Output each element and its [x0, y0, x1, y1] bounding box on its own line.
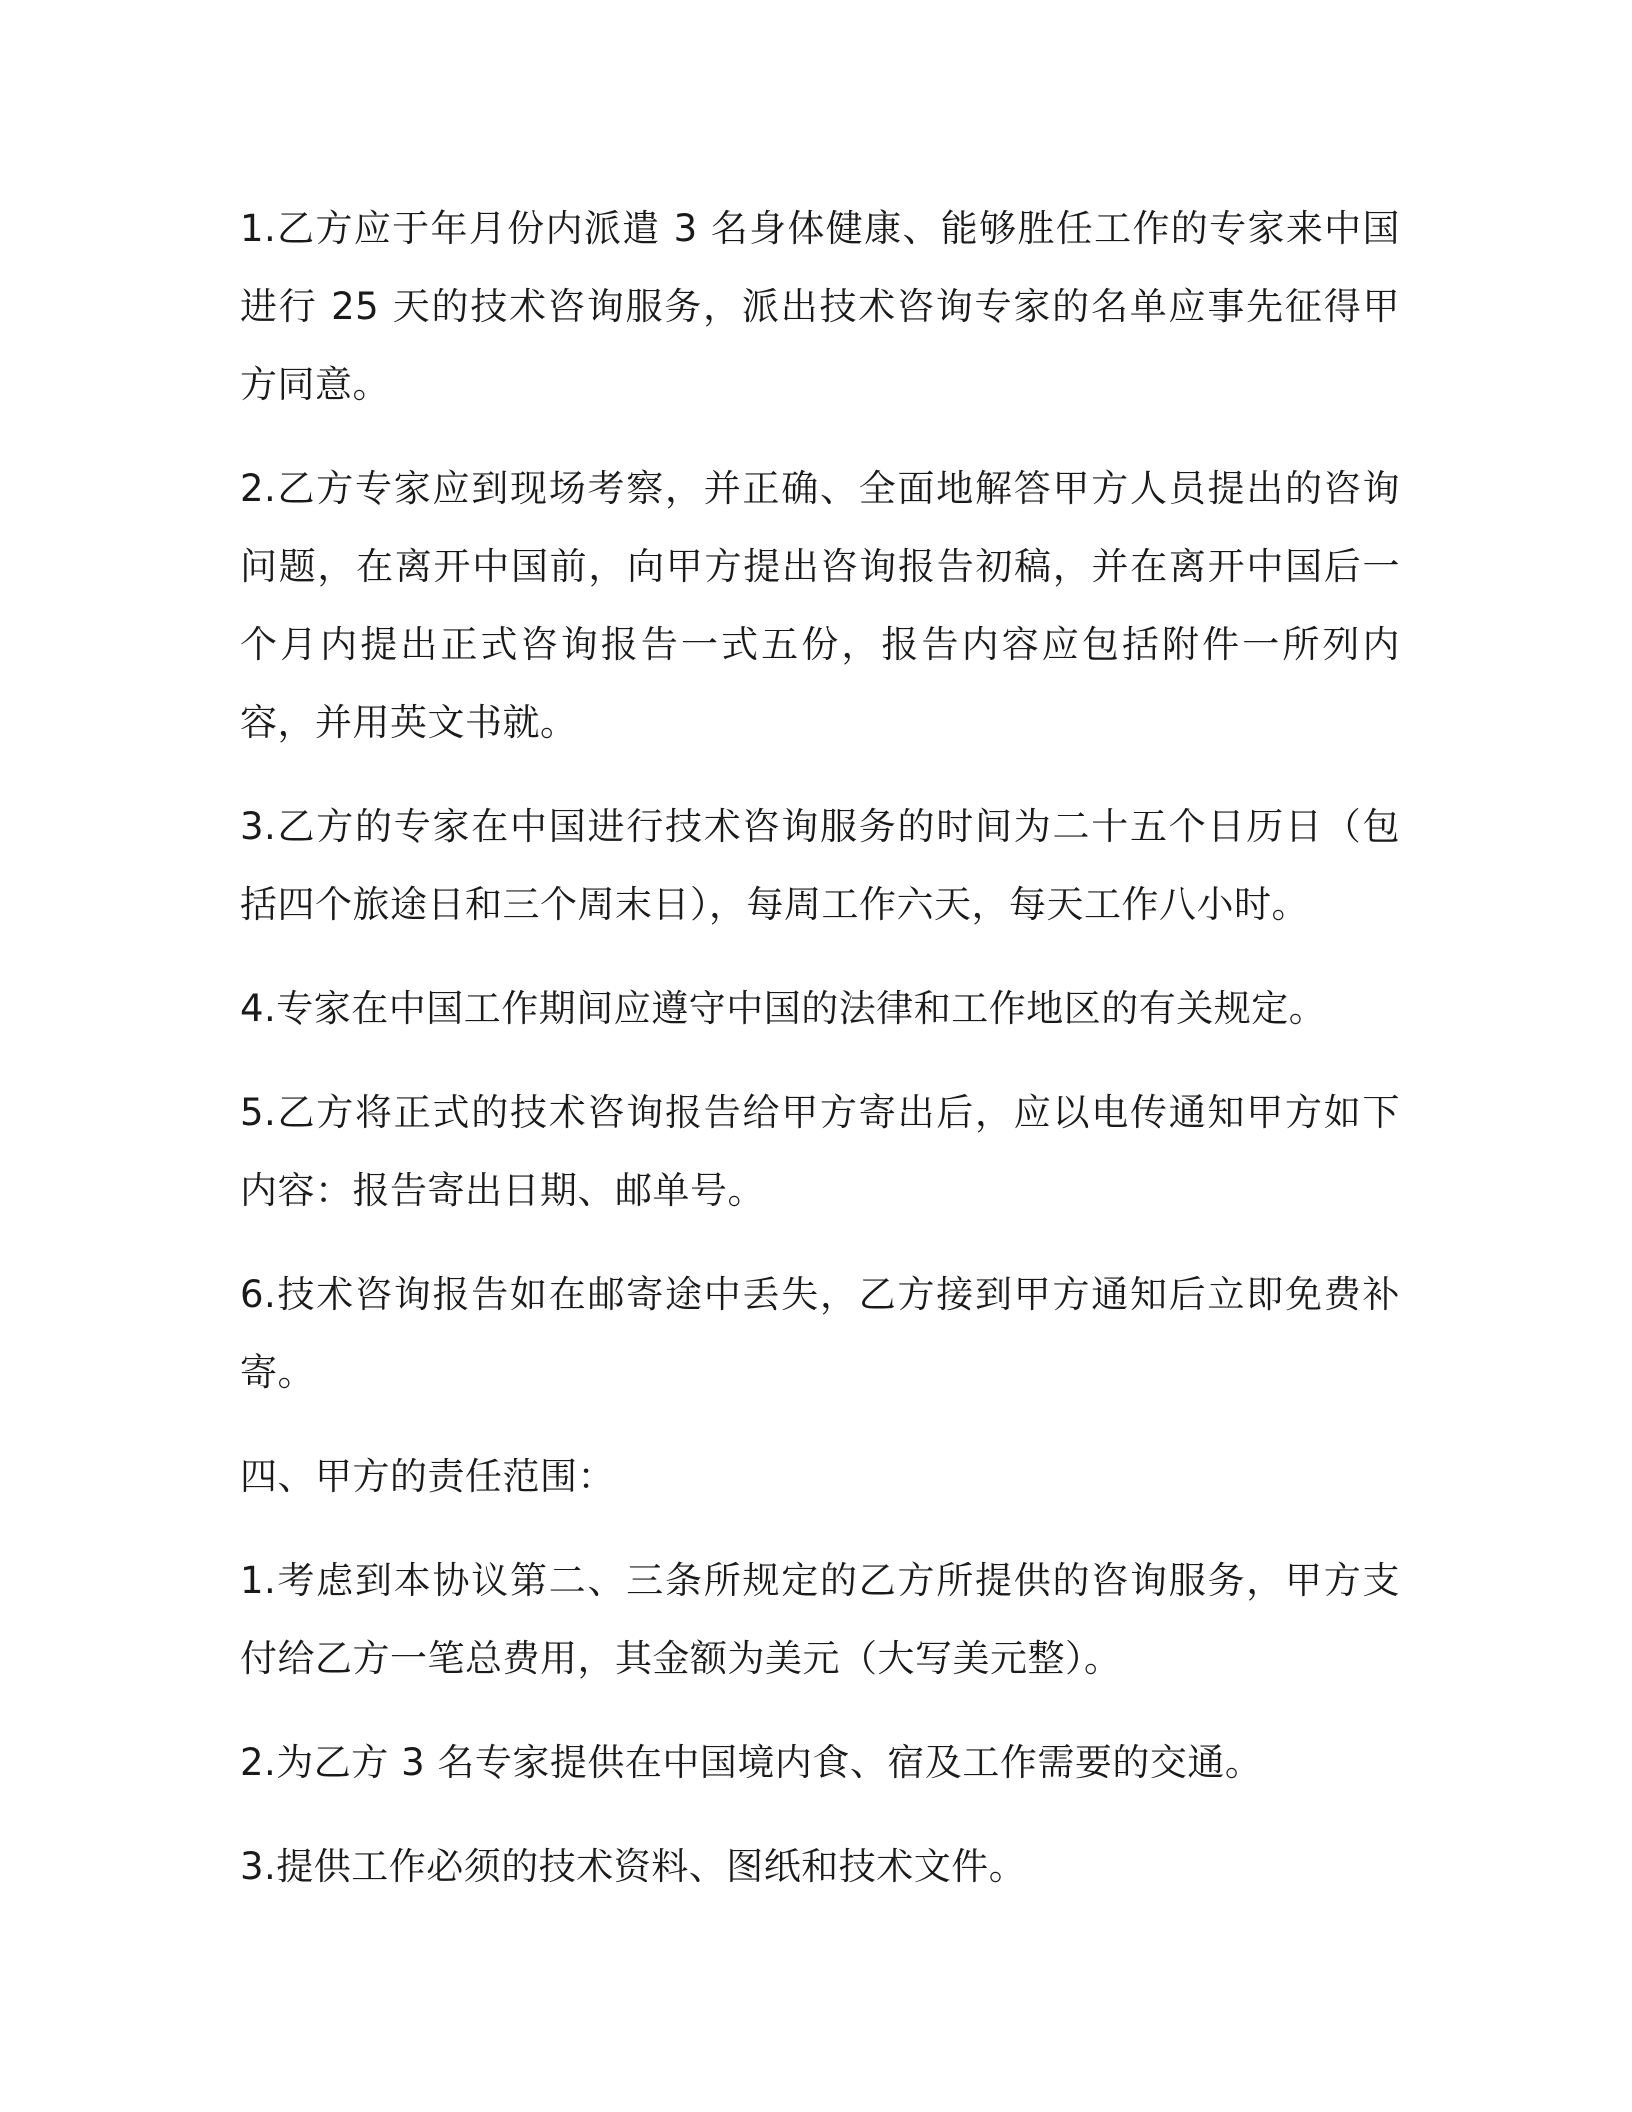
section-heading-party-a: 四、甲方的责任范围：	[240, 1455, 615, 1498]
clause-4-1: 1.考虑到本协议第二、三条所规定的乙方所提供的咨询服务，甲方支付给乙方一笔总费用，其金额为美元（大写美元整）。	[240, 1559, 1400, 1680]
clause-3-3: 3.乙方的专家在中国进行技术咨询服务的时间为二十五个日历日（包括四个旅途日和三个周末日），每周工作六天，每天工作八小时。	[240, 805, 1400, 926]
clause-4-2: 2.为乙方 3 名专家提供在中国境内食、宿及工作需要的交通。	[240, 1741, 1263, 1784]
clause-3-4: 4.专家在中国工作期间应遵守中国的法律和工作地区的有关规定。	[240, 987, 1327, 1030]
clause-3-6: 6.技术咨询报告如在邮寄途中丢失，乙方接到甲方通知后立即免费补寄。	[240, 1273, 1400, 1394]
clause-3-1: 1.乙方应于年月份内派遣 3 名身体健康、能够胜任工作的专家来中国进行 25 天的技术咨询服务，派出技术咨询专家的名单应事先征得甲方同意。	[240, 207, 1400, 406]
clause-3-5: 5.乙方将正式的技术咨询报告给甲方寄出后，应以电传通知甲方如下内容：报告寄出日期、邮单号。	[240, 1091, 1400, 1212]
clause-4-3: 3.提供工作必须的技术资料、图纸和技术文件。	[240, 1845, 1027, 1888]
clause-3-2: 2.乙方专家应到现场考察，并正确、全面地解答甲方人员提出的咨询问题，在离开中国前，向甲方提出咨询报告初稿，并在离开中国后一个月内提出正式咨询报告一式五份，报告内容应包括附件一所列内容，并用英文书就。	[240, 467, 1400, 744]
document-body	[240, 190, 1400, 1932]
